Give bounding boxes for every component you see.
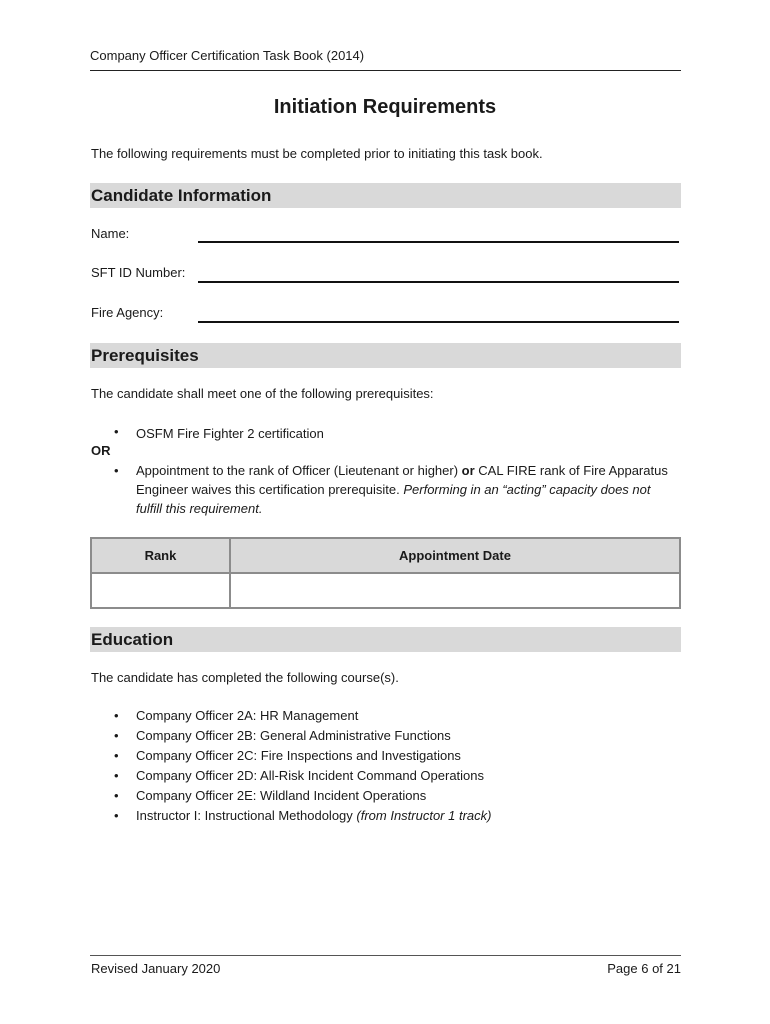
appointment-date-column-header: Appointment Date <box>230 538 680 573</box>
prerequisite-or-bold: or <box>461 463 475 478</box>
name-field[interactable] <box>198 241 679 243</box>
rank-table <box>90 537 681 609</box>
or-separator: OR <box>91 443 111 458</box>
footer-divider <box>90 955 681 956</box>
bullet-icon: • <box>114 768 119 783</box>
course-note: (from Instructor 1 track) <box>356 808 492 823</box>
bullet-icon: • <box>114 808 119 823</box>
course-name: Company Officer 2D: All-Risk Incident Command Operations <box>136 768 485 783</box>
course-name: Instructor I: Instructional Methodology <box>136 808 357 823</box>
prerequisite-text: Appointment to the rank of Officer (Lieutenant or higher) <box>136 463 462 478</box>
course-name: Company Officer 2E: Wildland Incident Operations <box>136 788 427 803</box>
course-list <box>91 706 491 826</box>
bullet-icon: • <box>114 728 119 743</box>
list-item <box>91 706 491 726</box>
page-header: Company Officer Certification Task Book (2014) <box>90 48 365 63</box>
bullet-icon: • <box>114 708 119 723</box>
list-item <box>91 786 491 806</box>
candidate-section-heading <box>90 183 681 208</box>
list-item <box>91 746 491 766</box>
bullet-icon: • <box>114 788 119 803</box>
prerequisites-heading-text: Prerequisites <box>91 346 199 365</box>
bullet-icon: • <box>114 748 119 763</box>
bullet-icon: • <box>114 424 119 439</box>
fire-agency-label: Fire Agency: <box>91 305 164 320</box>
prerequisites-section-heading <box>90 343 681 368</box>
name-label: Name: <box>91 226 130 241</box>
candidate-heading-text: Candidate Information <box>91 186 272 205</box>
prerequisite-text: CAL FIRE rank of Fire Apparatus Engineer waives this certification prerequisite. <box>136 463 668 497</box>
list-item <box>91 806 491 826</box>
prerequisite-item <box>136 461 676 518</box>
education-section-heading <box>90 627 681 652</box>
fire-agency-field[interactable] <box>198 321 679 323</box>
sft-id-label: SFT ID Number: <box>91 265 186 280</box>
bullet-icon: • <box>114 463 119 478</box>
course-name: Company Officer 2C: Fire Inspections and Investigations <box>136 748 461 763</box>
prerequisite-item: OSFM Fire Fighter 2 certification <box>136 426 324 441</box>
prerequisites-intro: The candidate shall meet one of the following prerequisites: <box>91 386 434 401</box>
education-heading-text: Education <box>91 630 174 649</box>
table-row <box>91 573 680 608</box>
intro-text: The following requirements must be completed prior to initiating this task book. <box>91 146 543 161</box>
rank-cell[interactable] <box>91 573 230 608</box>
appointment-date-cell[interactable] <box>230 573 680 608</box>
header-divider <box>90 70 681 71</box>
page-title: Initiation Requirements <box>273 96 497 118</box>
revision-date: Revised January 2020 <box>91 961 221 976</box>
course-name: Company Officer 2B: General Administrative Functions <box>136 728 451 743</box>
rank-column-header: Rank <box>91 538 230 573</box>
page-number: Page 6 of 21 <box>607 961 681 976</box>
course-name: Company Officer 2A: HR Management <box>136 708 359 723</box>
education-intro: The candidate has completed the following course(s). <box>91 670 399 685</box>
list-item <box>91 766 491 786</box>
sft-id-field[interactable] <box>198 281 679 283</box>
prerequisite-note: Performing in an “acting” capacity does not fulfill this requirement. <box>136 482 651 516</box>
table-header-row <box>91 538 680 573</box>
list-item <box>91 726 491 746</box>
